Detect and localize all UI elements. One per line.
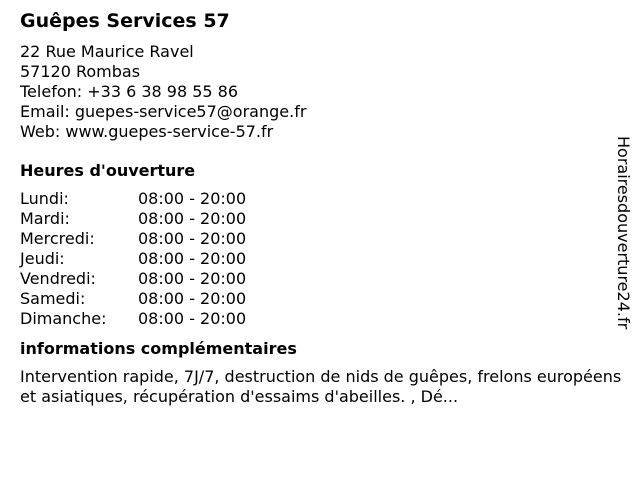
time-range: 08:00 - 20:00 (138, 309, 247, 328)
time-range: 08:00 - 20:00 (138, 209, 247, 228)
day-label: Lundi: (20, 189, 69, 208)
opening-hours-table (20, 189, 610, 329)
hours-row-friday (20, 269, 610, 289)
time-range: 08:00 - 20:00 (138, 229, 247, 248)
time-range: 08:00 - 20:00 (138, 289, 247, 308)
additional-info-heading: informations complémentaires (20, 339, 297, 358)
email-line: Email: guepes-service57@orange.fr (20, 102, 307, 121)
time-range: 08:00 - 20:00 (138, 269, 247, 288)
hours-row-thursday (20, 249, 610, 269)
day-label: Mardi: (20, 209, 70, 228)
site-watermark-label: Horairesdouverture24.fr (614, 136, 633, 330)
website-line: Web: www.guepes-service-57.fr (20, 122, 274, 141)
time-range: 08:00 - 20:00 (138, 249, 247, 268)
hours-row-saturday (20, 289, 610, 309)
day-label: Dimanche: (20, 309, 107, 328)
hours-row-sunday (20, 309, 610, 329)
hours-row-monday (20, 189, 610, 209)
business-name: Guêpes Services 57 (20, 10, 230, 32)
hours-row-wednesday (20, 229, 610, 249)
city-postcode: 57120 Rombas (20, 62, 141, 81)
hours-row-tuesday (20, 209, 610, 229)
day-label: Samedi: (20, 289, 86, 308)
day-label: Vendredi: (20, 269, 96, 288)
business-card (20, 8, 622, 407)
phone-line: Telefon: +33 6 38 98 55 86 (20, 82, 239, 101)
street-address: 22 Rue Maurice Ravel (20, 42, 194, 61)
day-label: Mercredi: (20, 229, 95, 248)
opening-hours-heading: Heures d'ouverture (20, 161, 196, 180)
time-range: 08:00 - 20:00 (138, 189, 247, 208)
additional-info-text: Intervention rapide, 7J/7, destruction de nids de guêpes, frelons européens et asiatiques, récupération d'essaims d'abeilles. , Dé... (20, 367, 622, 406)
day-label: Jeudi: (20, 249, 65, 268)
contact-block (20, 42, 610, 142)
